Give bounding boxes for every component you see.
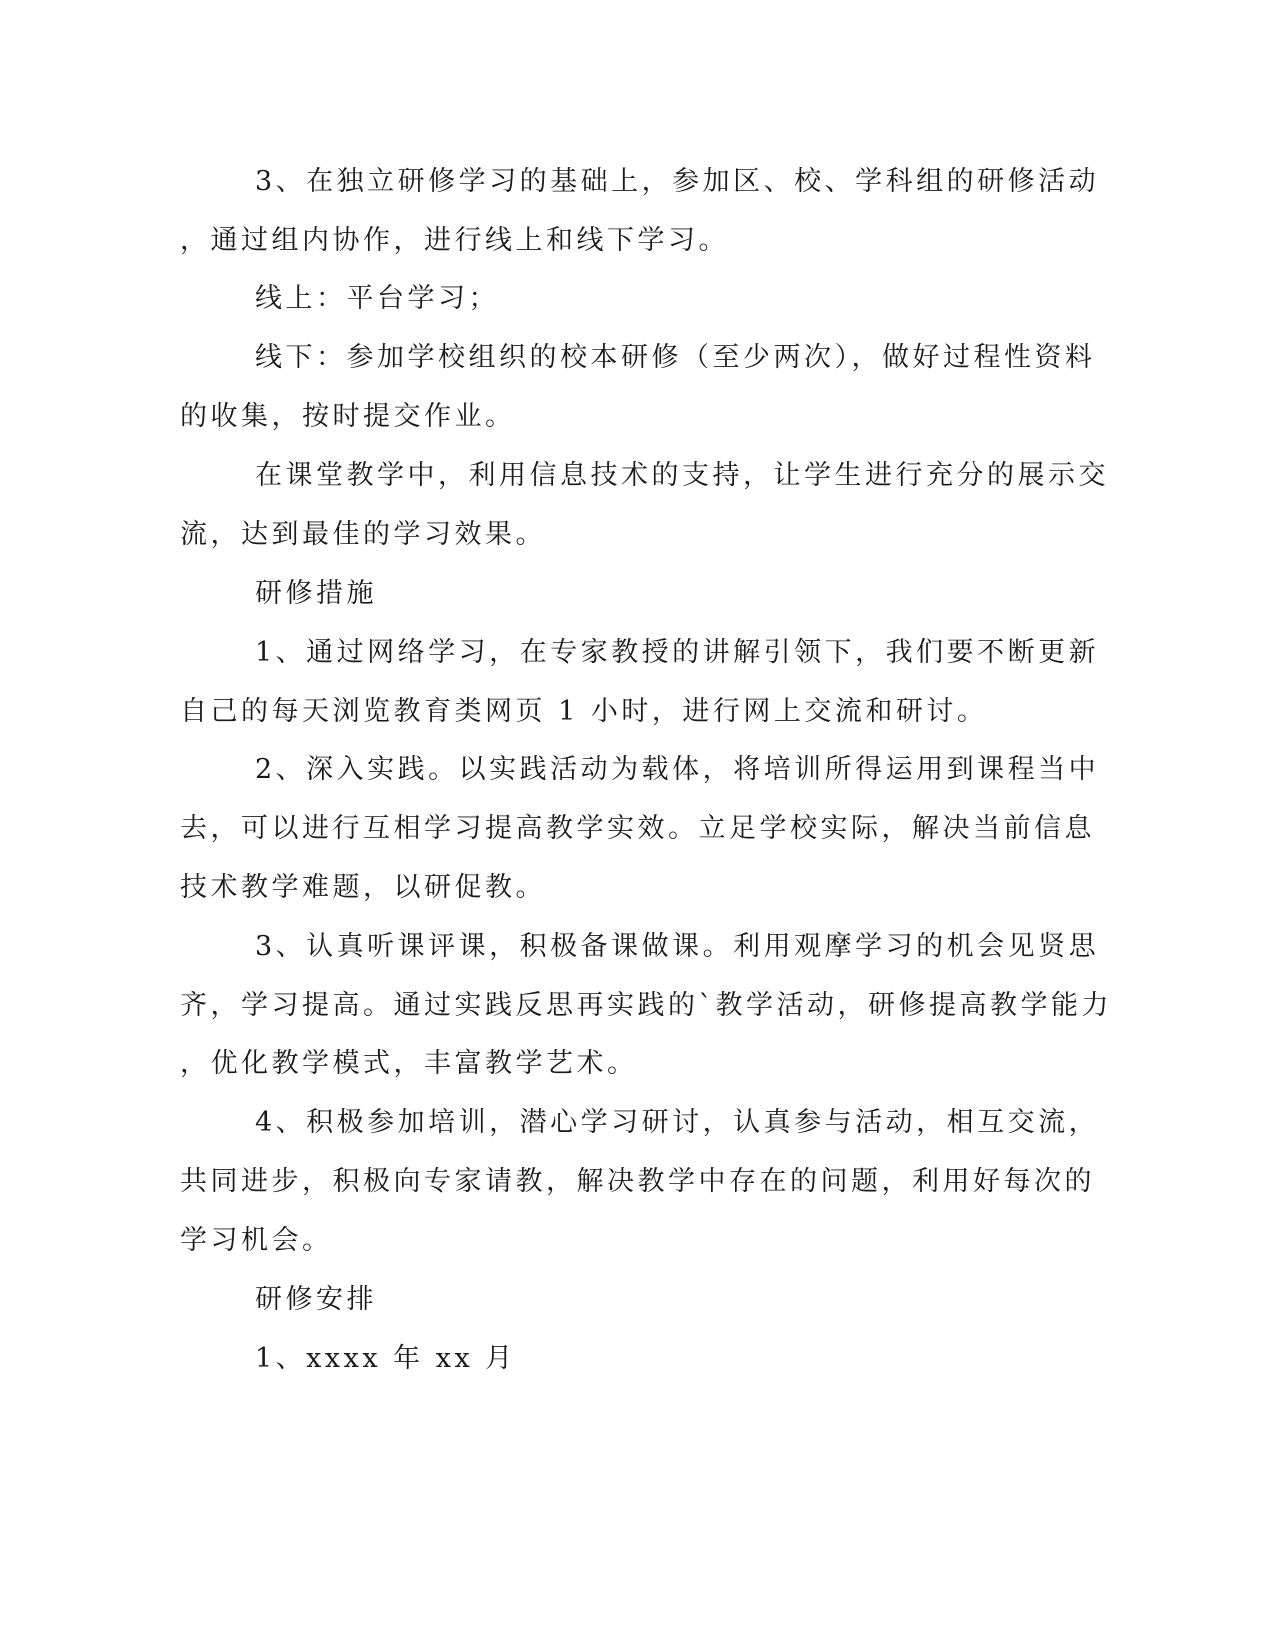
paragraph-line: 的收集，按时提交作业。 xyxy=(180,401,516,432)
paragraph-line: 自己的每天浏览教育类网页 1 小时，进行网上交流和研讨。 xyxy=(180,696,988,727)
paragraph-line: 线下：参加学校组织的校本研修（至少两次），做好过程性资料 xyxy=(255,342,1096,373)
paragraph-line: 学习机会。 xyxy=(180,1225,333,1256)
paragraph-line: 在课堂教学中，利用信息技术的支持，让学生进行充分的展示交 xyxy=(255,460,1109,491)
paragraph-line: 2、深入实践。以实践活动为载体，将培训所得运用到课程当中 xyxy=(255,754,1100,785)
paragraph-line: ，优化教学模式，丰富教学艺术。 xyxy=(180,1048,638,1079)
paragraph-line: 技术教学难题，以研促教。 xyxy=(180,872,546,903)
paragraph-line: 齐，学习提高。通过实践反思再实践的`教学活动，研修提高教学能力 xyxy=(180,990,1112,1021)
paragraph-line: 3、认真听课评课，积极备课做课。利用观摩学习的机会见贤思 xyxy=(255,931,1100,962)
paragraph-line: 流，达到最佳的学习效果。 xyxy=(180,519,546,550)
paragraph-line: 4、积极参加培训，潜心学习研讨，认真参与活动，相互交流， xyxy=(255,1107,1100,1138)
paragraph-line: 1、通过网络学习，在专家教授的讲解引领下，我们要不断更新 xyxy=(255,637,1100,668)
paragraph-line: 去，可以进行互相学习提高教学实效。立足学校实际，解决当前信息 xyxy=(180,813,1095,844)
section-heading: 研修措施 xyxy=(255,578,377,609)
paragraph-line: 1、xxxx 年 xx 月 xyxy=(255,1343,516,1374)
paragraph-line: 3、在独立研修学习的基础上，参加区、校、学科组的研修活动 xyxy=(255,166,1100,197)
section-heading: 研修安排 xyxy=(255,1284,377,1315)
paragraph-line: 线上：平台学习； xyxy=(255,283,499,314)
paragraph-line: ，通过组内协作，进行线上和线下学习。 xyxy=(180,225,729,256)
paragraph-line: 共同进步，积极向专家请教，解决教学中存在的问题，利用好每次的 xyxy=(180,1166,1095,1197)
